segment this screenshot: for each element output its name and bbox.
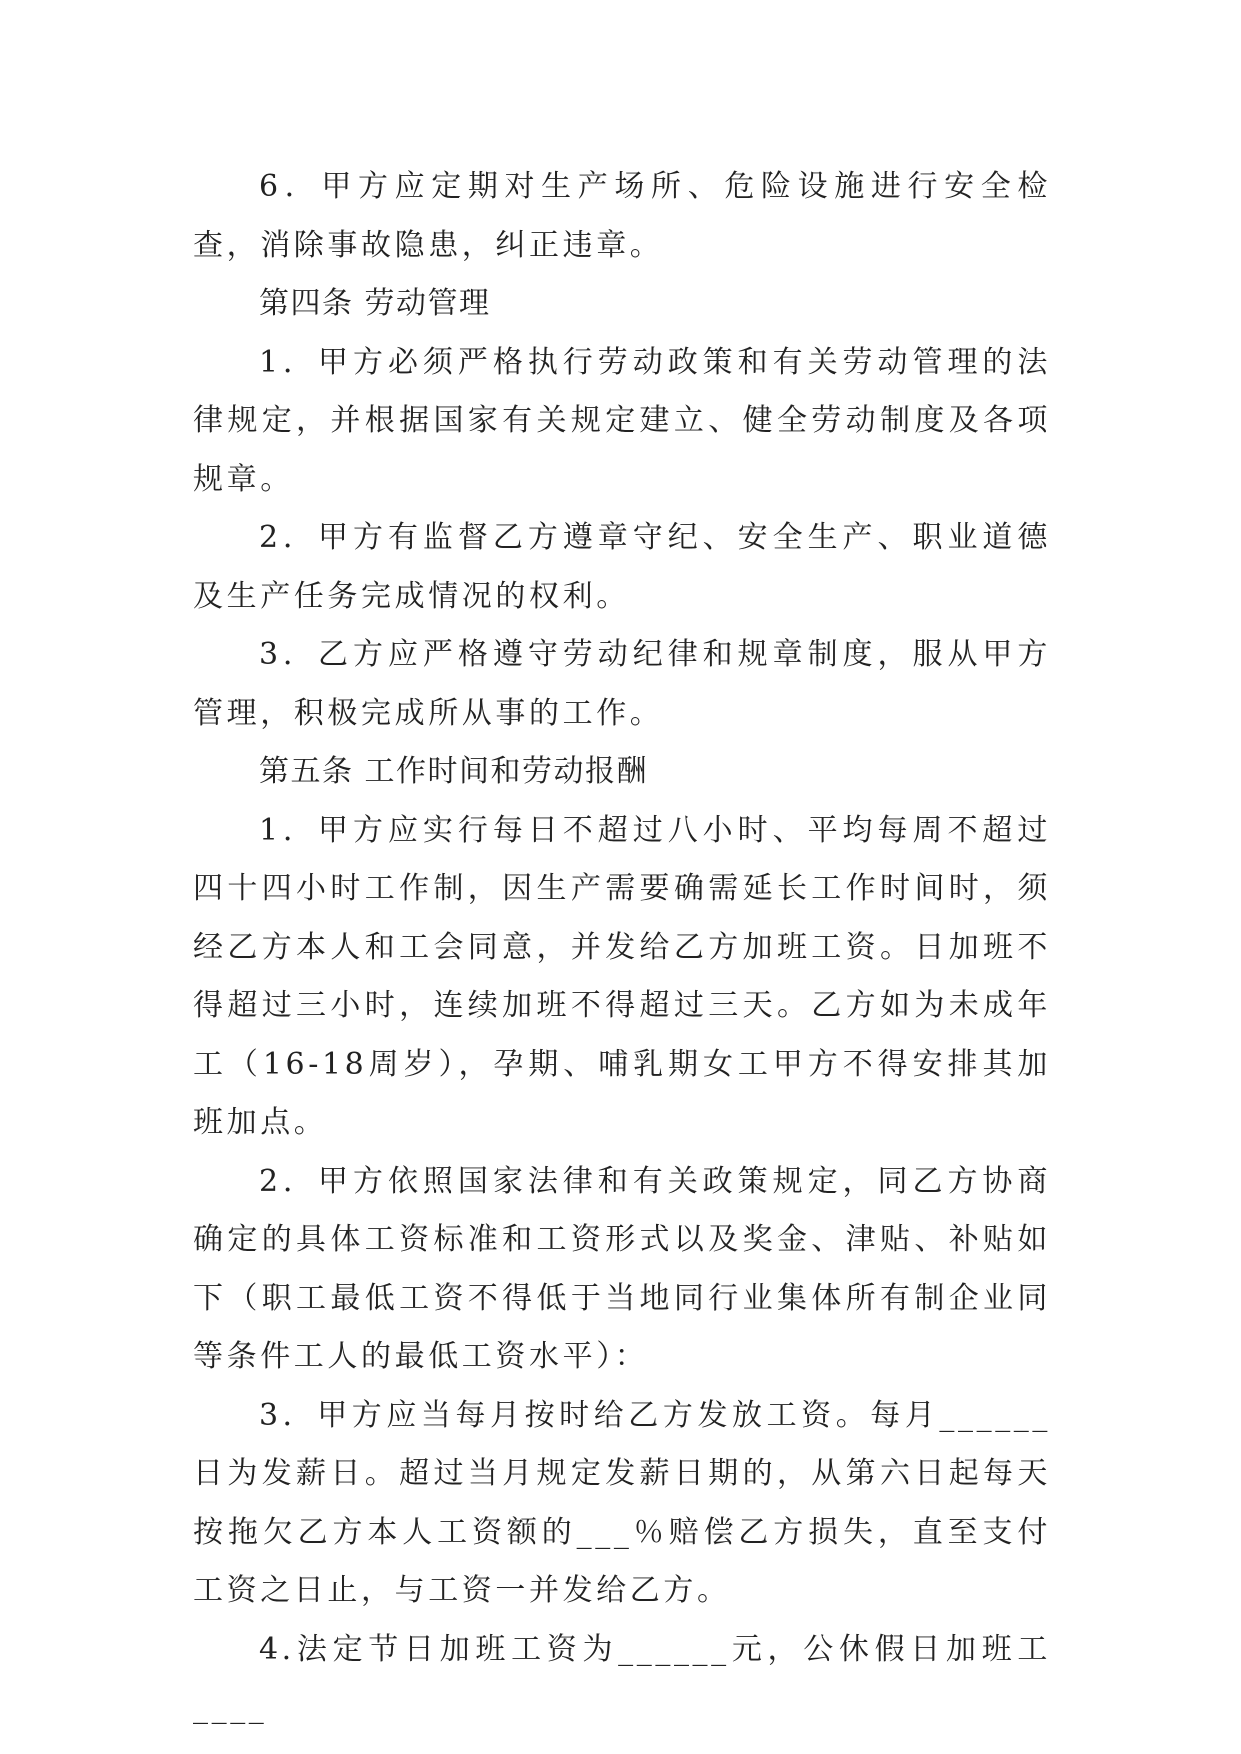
- paragraph-item-1-working-hours: 1．甲方应实行每日不超过八小时、平均每周不超过四十四小时工作制，因生产需要确需延长工作时间时，须经乙方本人和工会同意，并发给乙方加班工资。日加班不得超过三小时，连续加班不得超过三天。乙方如为未成年工（16-18周岁），孕期、哺乳期女工甲方不得安排其加班加点。: [193, 812, 1051, 1140]
- section-heading-article-5: 第五条 工作时间和劳动报酬: [259, 754, 649, 789]
- paragraph-item-2-supervision: 2．甲方有监督乙方遵章守纪、安全生产、职业道德及生产任务完成情况的权利。: [193, 520, 1051, 614]
- paragraph-item-3-discipline: 3．乙方应严格遵守劳动纪律和规章制度，服从甲方管理，积极完成所从事的工作。: [193, 637, 1051, 731]
- section-heading-article-4: 第四条 劳动管理: [259, 286, 491, 321]
- paragraph-item-1-labor-policy: 1．甲方必须严格执行劳动政策和有关劳动管理的法律规定，并根据国家有关规定建立、健全劳动制度及各项规章。: [193, 344, 1051, 497]
- paragraph-item-3-pay-day: 3．甲方应当每月按时给乙方发放工资。每月______日为发薪日。超过当月规定发薪日期的，从第六日起每天按拖欠乙方本人工资额的___％赔偿乙方损失，直至支付工资之日止，与工资一并发给乙方。: [193, 1397, 1051, 1608]
- paragraph-item-6-inspection: 6．甲方应定期对生产场所、危险设施进行安全检查，消除事故隐患，纠正违章。: [193, 169, 1051, 263]
- paragraph-item-2-wage-standard: 2．甲方依照国家法律和有关政策规定，同乙方协商确定的具体工资标准和工资形式以及奖金、津贴、补贴如下（职工最低工资不得低于当地同行业集体所有制企业同等条件工人的最低工资水平）：: [193, 1163, 1051, 1374]
- document-page: [193, 158, 1051, 1738]
- paragraph-item-4-holiday-overtime: 4.法定节日加班工资为______元，公休假日加班工____: [193, 1631, 1051, 1725]
